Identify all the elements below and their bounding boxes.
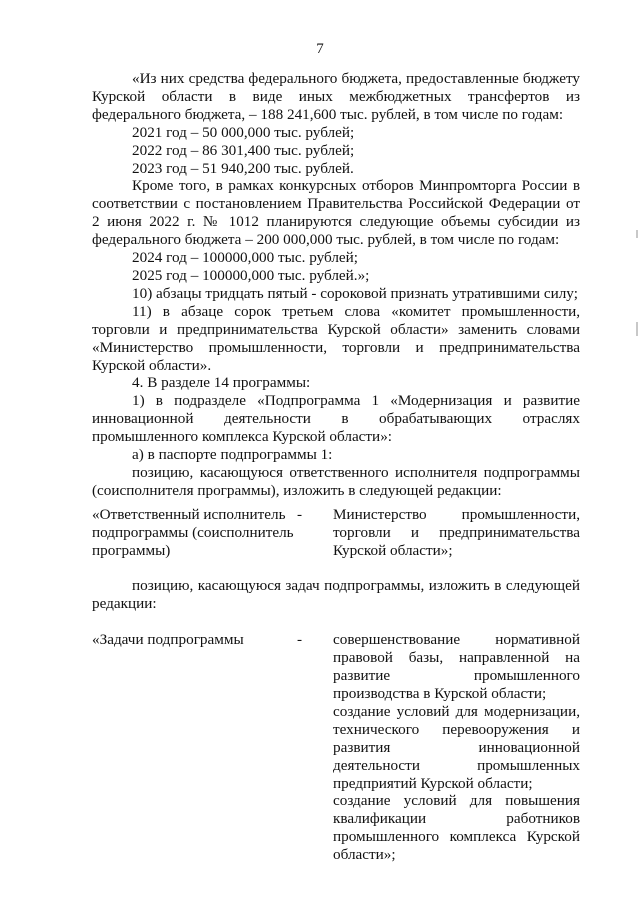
- row-label: «Задачи подпрограммы: [92, 631, 244, 649]
- task-item: совершенствование нормативной правовой базы, направленной на развитие промышленного производства в Курской области;: [333, 631, 580, 702]
- scan-edge-mark: [636, 322, 638, 336]
- document-body: [92, 70, 580, 864]
- tasks-row: [92, 631, 580, 864]
- row-value-cell: [333, 631, 580, 864]
- task-item: создание условий для повышения квалификации работников промышленного комплекса Курской области»;: [333, 792, 580, 864]
- row-value: Министерство промышленности, торговли и предпринимательства Курской области»;: [333, 505, 580, 559]
- paragraph: 10) абзацы тридцать пятый - сороковой признать утратившими силу;: [132, 284, 578, 302]
- paragraph: а) в паспорте подпрограммы 1:: [132, 446, 333, 464]
- responsible-executor-row: [92, 506, 580, 560]
- paragraph: 11) в абзаце сорок третьем слова «комитет промышленности, торговли и предпринимательства Курской области» заменить словами «Министерство промышленности, торговли и предпринимательства Курской области».: [92, 302, 580, 374]
- row-value-cell: [333, 506, 580, 560]
- scan-edge-mark: [636, 230, 638, 238]
- row-dash: -: [297, 505, 303, 523]
- paragraph: 2024 год – 100000,000 тыс. рублей;: [132, 249, 359, 267]
- paragraph: позицию, касающуюся задач подпрограммы, изложить в следующей редакции:: [92, 577, 580, 613]
- page-number: 7: [316, 41, 324, 57]
- paragraph: позицию, касающуюся ответственного исполнителя подпрограммы (соисполнителя программы), изложить в следующей редакции:: [92, 463, 580, 499]
- paragraph: «Из них средства федерального бюджета, предоставленные бюджету Курской области в виде иных межбюджетных трансфертов из федерального бюджета, – 188 241,600 тыс. рублей, в том числе по годам:: [92, 70, 580, 123]
- paragraph: 4. В разделе 14 программы:: [132, 374, 311, 392]
- paragraph: 2025 год – 100000,000 тыс. рублей.»;: [132, 266, 370, 284]
- paragraph: 2022 год – 86 301,400 тыс. рублей;: [132, 141, 355, 159]
- paragraph: 2023 год – 51 940,200 тыс. рублей.: [132, 159, 354, 177]
- task-item: создание условий для модернизации, технического перевооружения и развития инновационной деятельности промышленных предприятий Курской области;: [333, 702, 580, 792]
- paragraph: 1) в подразделе «Подпрограмма 1 «Модернизация и развитие инновационной деятельности в обрабатывающих отраслях промышленного комплекса Курской области»:: [92, 392, 580, 446]
- row-label: «Ответственный исполнитель подпрограммы (соисполнитель программы): [92, 505, 294, 559]
- row-dash: -: [297, 631, 303, 649]
- paragraph: 2021 год – 50 000,000 тыс. рублей;: [132, 123, 355, 141]
- paragraph: Кроме того, в рамках конкурсных отборов Минпромторга России в соответствии с постановлением Правительства Российской Федерации от 2 июня 2022 г. № 1012 планируются следующие объемы субсидии из федерального бюджета – 200 000,000 тыс. рублей, в том числе по годам:: [92, 177, 580, 249]
